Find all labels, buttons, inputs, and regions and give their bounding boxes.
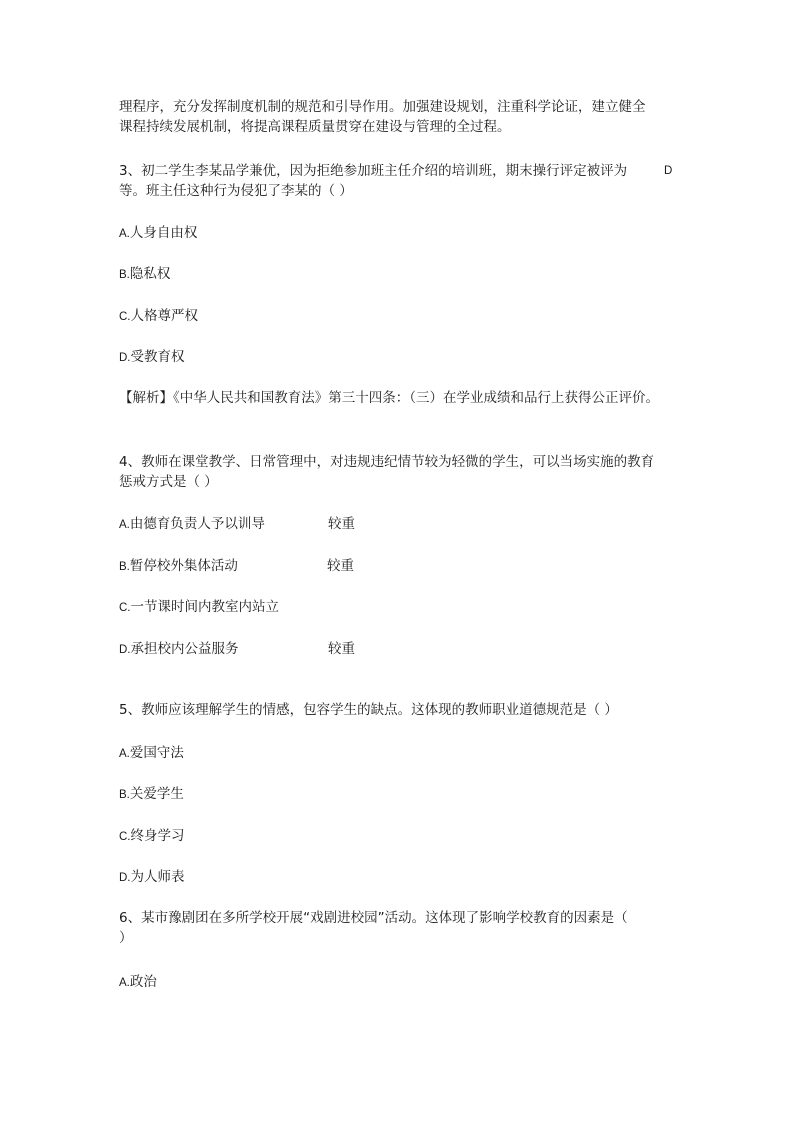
question-5-option-c <box>119 826 185 847</box>
option-text: 终身学习 <box>130 828 185 844</box>
option-text: 隐私权 <box>129 266 171 282</box>
option-key: D. <box>119 872 131 884</box>
option-text: 关爱学生 <box>129 786 184 802</box>
intro-line-1: 理程序，充分发挥制度机制的规范和引导作用。加强建设规划，注重科学论证，建立健全 <box>119 99 646 115</box>
option-key: D. <box>119 352 131 364</box>
option-key: A. <box>119 977 130 989</box>
option-text: 人身自由权 <box>129 225 198 241</box>
question-5-option-d <box>119 867 185 888</box>
option-text: 受教育权 <box>130 349 185 365</box>
question-3-line-2: 等。班主任这种行为侵犯了李某的（ ） <box>119 183 353 199</box>
question-3-option-c <box>119 306 198 327</box>
question-3-line-1: 3、初二学生李某品学兼优，因为拒绝参加班主任介绍的培训班，期末操行评定被评为 <box>119 163 628 179</box>
question-4-option-b <box>119 556 238 577</box>
question-3-analysis: 【解析】《中华人民共和国教育法》第三十四条：（三）在学业成绩和品行上获得公正评价。 <box>119 390 659 406</box>
option-key: C. <box>119 602 131 614</box>
option-key: A. <box>119 519 130 531</box>
option-key: C. <box>119 831 131 843</box>
option-text: 为人师表 <box>130 869 185 885</box>
option-text: 政治 <box>129 974 157 990</box>
question-4-option-d <box>119 639 239 660</box>
option-key: A. <box>119 748 130 760</box>
option-key: D. <box>119 644 131 656</box>
option-key: B. <box>119 789 130 801</box>
option-key: B. <box>119 269 130 281</box>
question-4-option-b-note: 较重 <box>327 558 354 574</box>
option-text: 暂停校外集体活动 <box>129 558 238 574</box>
option-text: 一节课时间内教室内站立 <box>130 599 279 615</box>
option-text: 人格尊严权 <box>130 308 198 324</box>
option-key: B. <box>119 561 130 573</box>
question-3-option-d <box>119 347 185 368</box>
question-5-line-1: 5、教师应该理解学生的情感，包容学生的缺点。这体现的教师职业道德规范是（ ） <box>119 702 618 718</box>
question-3-option-a <box>119 223 197 244</box>
question-6-line-2: ） <box>119 930 133 946</box>
question-3-option-b <box>119 264 170 285</box>
question-5-option-a <box>119 743 184 764</box>
question-4-line-2: 惩戒方式是（ ） <box>119 474 218 490</box>
question-4-line-1: 4、教师在课堂教学、日常管理中，对违规违纪情节较为轻微的学生，可以当场实施的教育 <box>119 454 655 470</box>
question-4-option-a-note: 较重 <box>328 516 355 532</box>
option-text: 由德育负责人予以训导 <box>129 516 265 532</box>
question-4-option-c <box>119 597 279 618</box>
option-key: A. <box>119 228 130 240</box>
question-4-option-d-note: 较重 <box>328 641 355 657</box>
option-text: 承担校内公益服务 <box>130 641 239 657</box>
question-3-answer-mark: D <box>664 165 673 177</box>
option-text: 爱国守法 <box>129 745 184 761</box>
question-6-line-1: 6、某市豫剧团在多所学校开展“戏剧进校园”活动。这体现了影响学校教育的因素是（ <box>119 910 628 926</box>
question-5-option-b <box>119 784 184 805</box>
question-4-option-a <box>119 514 265 535</box>
question-6-option-a <box>119 972 157 993</box>
intro-line-2: 课程持续发展机制，将提高课程质量贯穿在建设与管理的全过程。 <box>119 119 511 135</box>
option-key: C. <box>119 311 131 323</box>
